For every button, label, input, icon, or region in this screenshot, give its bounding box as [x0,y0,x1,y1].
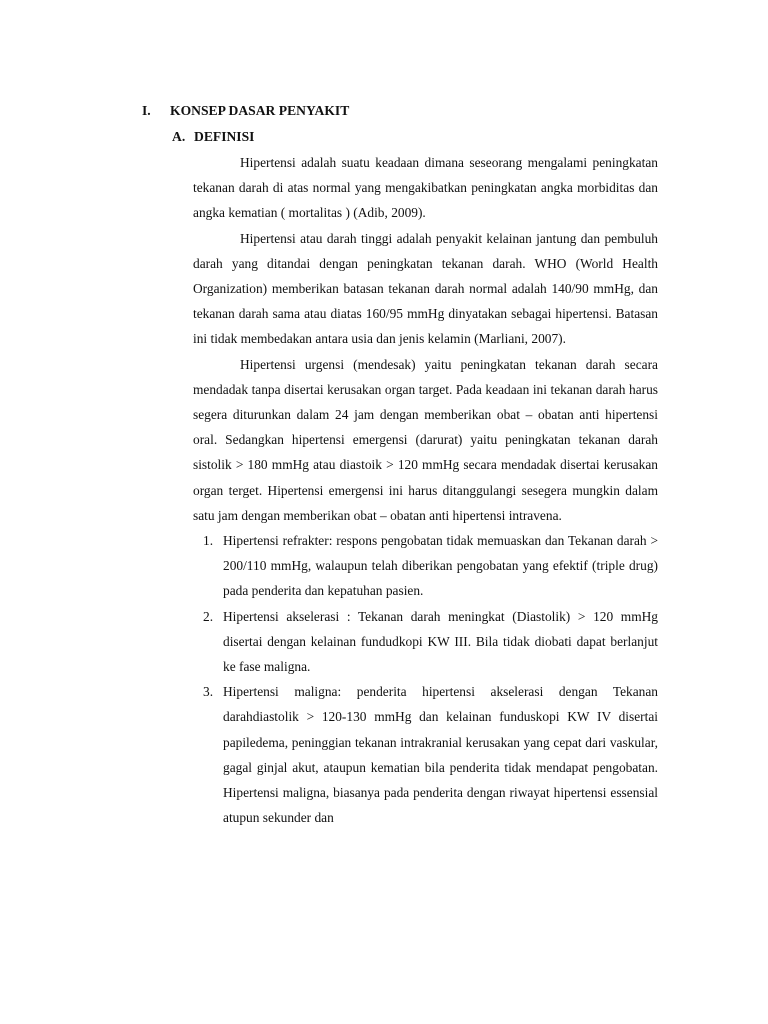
list-item-text: Hipertensi akselerasi : Tekanan darah meningkat (Diastolik) > 120 mmHg disertai dengan kelainan fundudkopi KW III. Bila tidak diobati dapat berlanjut ke fase maligna. [223,608,658,675]
list-item [193,679,658,830]
list-number: 2. [203,608,214,624]
subsection-title: DEFINISI [194,129,255,144]
list-number: 1. [203,533,214,549]
list-item-text: Hipertensi maligna: penderita hipertensi akselerasi dengan Tekanan darahdiastolik > 120-130 mmHg dan kelainan funduskopi KW IV disertai papiledema, peninggian tekanan intrakranial kerusakan yang cepat dari vaskular, gagal ginjal akut, ataupun kematian bila penderita tidak mendapat pengobatan. Hipertensi maligna, biasanya pada penderita dengan riwayat hipertensi essensial atupun sekunder dan [223,684,658,826]
hypertension-types-list [193,528,658,830]
paragraph-definition: Hipertensi adalah suatu keadaan dimana seseorang mengalami peningkatan tekanan darah di atas normal yang mengakibatkan peningkatan angka morbiditas dan angka kematian ( mortalitas ) (Adib, 2009). [193,155,658,221]
list-item [193,604,658,680]
list-number: 3. [203,684,214,700]
body-text [193,150,658,830]
list-item [193,528,658,604]
paragraph-who: Hipertensi atau darah tinggi adalah penyakit kelainan jantung dan pembuluh darah yang ditandai dengan peningkatan tekanan darah. WHO (World Health Organization) memberikan batasan tekanan darah normal adalah 140/90 mmHg, dan tekanan darah sama atau diatas 160/95 mmHg dinyatakan sebagai hipertensi. Batasan ini tidak membedakan antara usia dan jenis kelamin (Marliani, 2007). [193,230,658,347]
subsection-heading [172,129,254,145]
paragraph-urgensi: Hipertensi urgensi (mendesak) yaitu peningkatan tekanan darah secara mendadak tanpa disertai kerusakan organ target. Pada keadaan ini tekanan darah harus segera diturunkan dalam 24 jam dengan memberikan obat – obatan anti hipertensi oral. Sedangkan hipertensi emergensi (darurat) yaitu peningkatan tekanan darah sistolik > 180 mmHg atau diastoik > 120 mmHg secara mendadak disertai kerusakan organ terget. Hipertensi emergensi ini harus ditanggulangi sesegera mungkin dalam satu jam dengan memberikan obat – obatan anti hipertensi intravena. [193,356,658,523]
section-title: KONSEP DASAR PENYAKIT [170,103,350,118]
section-number: I. [142,103,151,118]
list-item-text: Hipertensi refrakter: respons pengobatan tidak memuaskan dan Tekanan darah > 200/110 mmHg, walaupun telah diberikan pengobatan yang efektif (triple drug) pada penderita dan kepatuhan pasien. [223,533,658,599]
subsection-letter: A. [172,129,186,144]
section-heading [142,103,349,119]
